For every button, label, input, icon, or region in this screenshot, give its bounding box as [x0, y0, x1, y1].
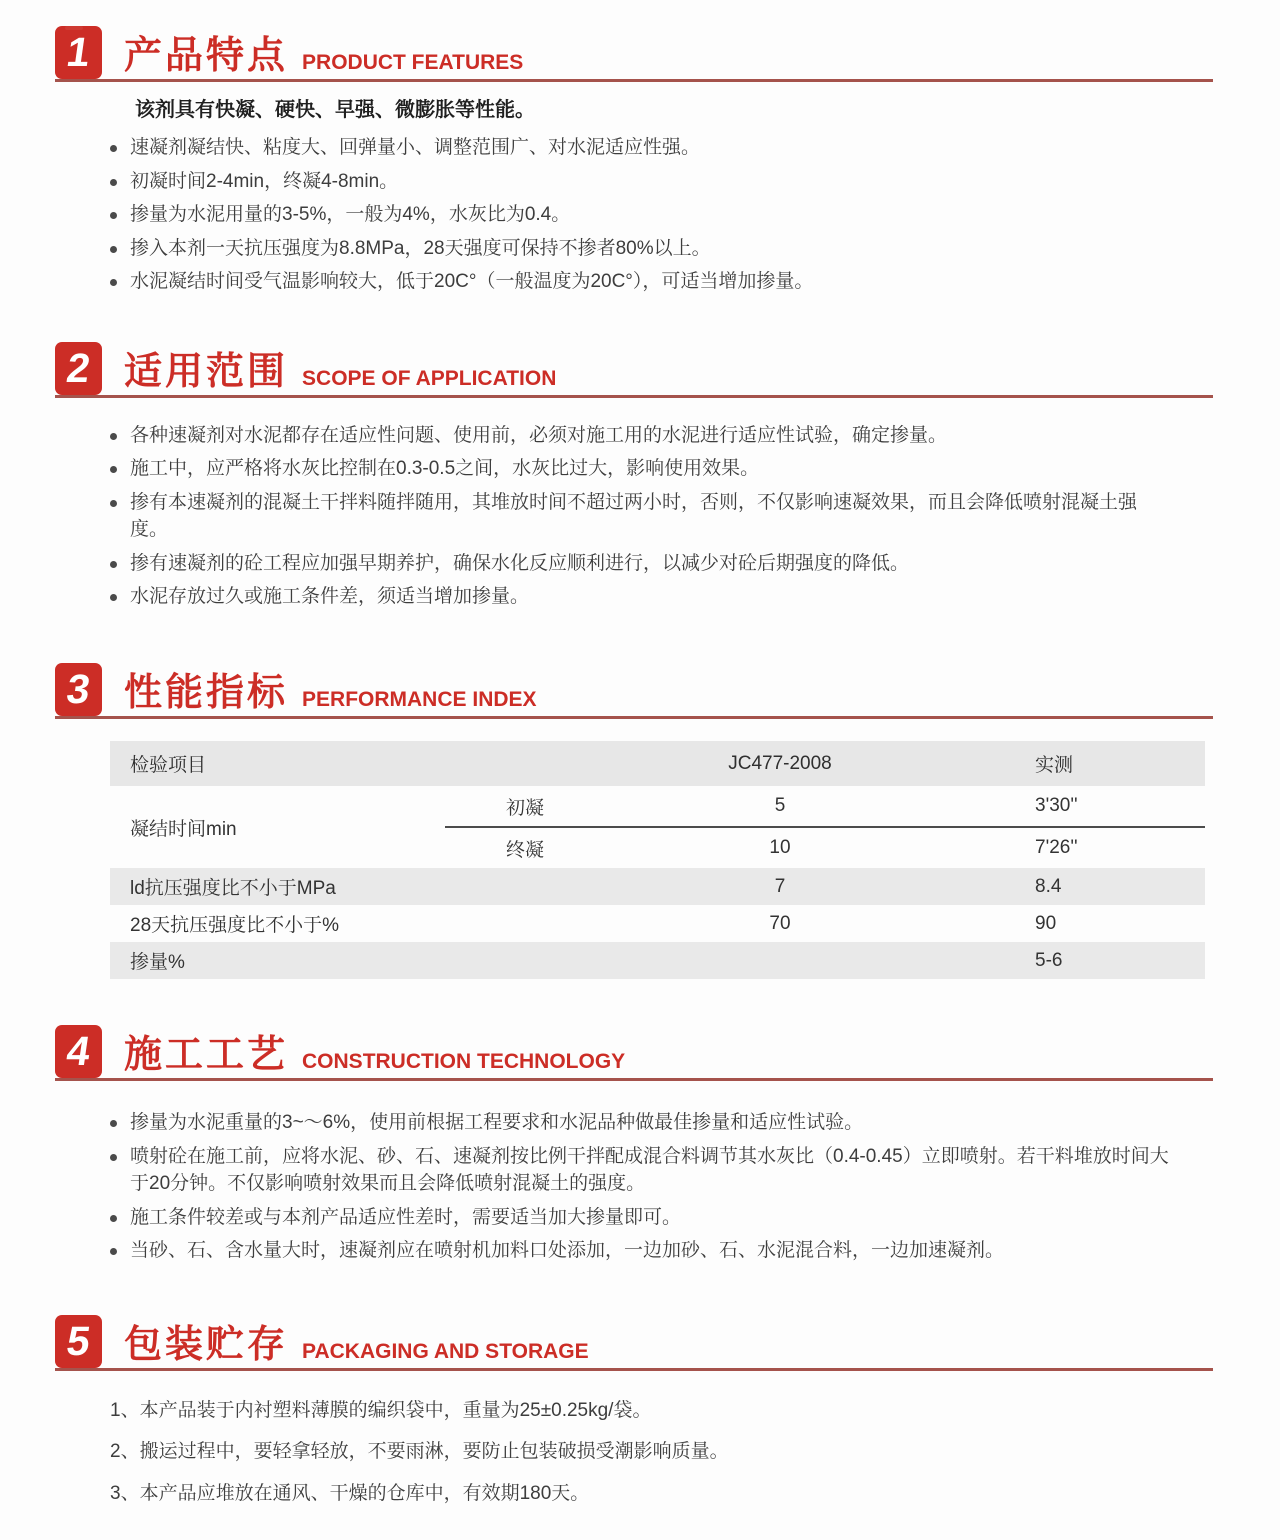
bullet-text: 初凝时间2-4min，终凝4-8min。: [130, 170, 399, 192]
bullet-dot: [110, 466, 117, 473]
table-row: [110, 786, 1205, 827]
standard-value: 10: [605, 827, 955, 868]
standard-value: 7: [605, 868, 955, 905]
bullet-text: 水泥凝结时间受气温影响较大，低于20C°（一般温度为20C°），可适当增加掺量。: [130, 271, 814, 293]
bullet-text: 施工中，应严格将水灰比控制在0.3-0.5之间，水灰比过大，影响使用效果。: [130, 458, 760, 480]
section-5-number-badge: [55, 1315, 102, 1368]
measured-value: 3'30'': [1035, 795, 1078, 817]
measured-value: 90: [1035, 912, 1057, 934]
bullet-item: [110, 1204, 1170, 1232]
table-row: [110, 868, 1205, 905]
standard-value: 70: [769, 912, 791, 934]
table-row: [110, 942, 1205, 979]
bullet-text: 喷射砼在施工前，应将水泥、砂、石、速凝剂按比例干拌配成混合料调节其水灰比（0.4-0.45）立即喷射。若干料堆放时间大于20分钟。不仅影响喷射效果而且会降低喷射混凝土的强度。: [130, 1145, 1169, 1195]
bullet-text: 掺量为水泥重量的3~～6%，使用前根据工程要求和水泥品种做最佳掺量和适应性试验。: [130, 1112, 864, 1134]
bullet-dot: [110, 279, 117, 286]
bullet-item: [110, 1237, 1170, 1265]
numbered-item: 3、本产品应堆放在通风、干燥的仓库中，有效期180天。: [110, 1482, 590, 1504]
section-2-title-zh: 适用范围: [124, 350, 289, 393]
standard-value: 5: [774, 795, 786, 817]
row-label: 掺量%: [110, 942, 605, 979]
row-label: ld抗压强度比不小于MPa: [110, 868, 605, 905]
bullet-item: [110, 550, 1170, 578]
bullet-dot: [110, 561, 117, 568]
bullet-text: 掺量为水泥用量的3-5%，一般为4%，水灰比为0.4。: [130, 204, 571, 226]
standard-value: [605, 942, 955, 979]
bullet-item: [110, 583, 1170, 611]
bullet-dot: [110, 1120, 117, 1127]
bullet-dot: [110, 179, 117, 186]
measured-value: 8.4: [955, 868, 1205, 905]
bullet-item: [110, 422, 1170, 450]
bullet-dot: [110, 594, 117, 601]
section-4-header: [55, 1025, 1213, 1081]
section-5-list: [110, 1397, 1170, 1508]
bullet-dot: [110, 145, 117, 152]
bullet-text: 掺入本剂一天抗压强度为8.8MPa，28天强度可保持不掺者80%以上。: [130, 237, 711, 259]
col-header-measured: 实测: [955, 741, 1205, 786]
section-3-title-en: PERFORMANCE INDEX: [302, 688, 537, 712]
bullet-dot: [110, 212, 117, 219]
col-header-standard: JC477-2008: [605, 741, 955, 786]
section-2-header: [55, 342, 1213, 398]
col-header-empty: [445, 741, 605, 786]
section-4-bullet-list: [110, 1109, 1170, 1265]
section-5-number: 5: [63, 1317, 94, 1364]
phase-label: 终凝: [445, 827, 605, 868]
phase-label: 初凝: [505, 797, 544, 819]
section-5-header: [55, 1315, 1213, 1371]
table-row: [110, 905, 1205, 942]
numbered-item: 2、搬运过程中，要轻拿轻放，不要雨淋，要防止包装破损受潮影响质量。: [110, 1441, 729, 1463]
bullet-text: 当砂、石、含水量大时，速凝剂应在喷射机加料口处添加，一边加砂、石、水泥混合料，一边加速凝剂。: [130, 1240, 1005, 1262]
bullet-dot: [110, 500, 117, 507]
section-3-title-zh: 性能指标: [124, 672, 289, 715]
section-1-number-badge: [55, 26, 102, 79]
bullet-item: [110, 1109, 1170, 1137]
section-2-number: 2: [63, 344, 94, 391]
section-5-title-zh: 包装贮存: [124, 1323, 289, 1366]
bullet-item: [110, 489, 1170, 544]
performance-table: [110, 741, 1205, 979]
bullet-text: 各种速凝剂对水泥都存在适应性问题、使用前，必须对施工用的水泥进行适应性试验，确定掺量。: [130, 424, 948, 446]
bullet-text: 掺有速凝剂的砼工程应加强早期养护，确保水化反应顺利进行，以减少对砼后期强度的降低。: [130, 552, 910, 574]
section-4-title-en: CONSTRUCTION TECHNOLOGY: [302, 1050, 626, 1074]
table-header-row: [110, 741, 1205, 786]
bullet-text: 速凝剂凝结快、粘度大、回弹量小、调整范围广、对水泥适应性强。: [130, 137, 701, 158]
bullet-item: [110, 168, 1170, 196]
bullet-item: [110, 455, 1170, 483]
bullet-dot: [110, 433, 117, 440]
bullet-dot: [110, 246, 117, 253]
bullet-text: 掺有本速凝剂的混凝土干拌料随拌随用，其堆放时间不超过两小时，否则，不仅影响速凝效果，而且会降低喷射混凝土强度。: [130, 491, 1138, 541]
bullet-dot: [110, 1215, 117, 1222]
numbered-item: 1、本产品装于内衬塑料薄膜的编织袋中，重量为25±0.25kg/袋。: [110, 1399, 652, 1421]
bullet-item: [110, 201, 1170, 229]
section-2-number-badge: [55, 342, 102, 395]
measured-value: 5-6: [955, 942, 1205, 979]
bullet-text: 施工条件较差或与本剂产品适应性差时，需要适当加大掺量即可。: [130, 1206, 682, 1228]
section-1-number: 1: [63, 29, 94, 75]
col-header-item: 检验项目: [110, 741, 445, 786]
section-2-title-en: SCOPE OF APPLICATION: [302, 366, 557, 390]
measured-value: 7'26'': [955, 827, 1205, 868]
section-5-title-en: PACKAGING AND STORAGE: [302, 1339, 589, 1363]
bullet-text: 水泥存放过久或施工条件差，须适当增加掺量。: [130, 586, 530, 608]
section-2-bullet-list: [110, 422, 1170, 611]
section-3-header: [55, 663, 1213, 719]
section-1-intro: 该剂具有快凝、硬快、早强、微膨胀等性能。: [135, 99, 535, 121]
setting-time-label: 凝结时间min: [130, 818, 237, 840]
bullet-dot: [110, 1154, 117, 1161]
section-1-bullet-list: [110, 134, 1170, 296]
section-4-number-badge: [55, 1025, 102, 1078]
section-1-title-zh: 产品特点: [124, 35, 289, 77]
section-1-header: [55, 26, 1213, 82]
bullet-item: [110, 268, 1170, 296]
bullet-dot: [110, 1248, 117, 1255]
section-4-number: 4: [63, 1028, 94, 1075]
section-4-title-zh: 施工工艺: [124, 1034, 289, 1077]
bullet-item: [110, 235, 1170, 263]
row-label: 28天抗压强度比不小于%: [130, 915, 340, 937]
bullet-item: [110, 134, 1170, 162]
bullet-item: [110, 1143, 1170, 1198]
section-1-title-en: PRODUCT FEATURES: [302, 51, 524, 74]
section-3-number-badge: [55, 663, 102, 716]
section-3-number: 3: [63, 666, 94, 713]
